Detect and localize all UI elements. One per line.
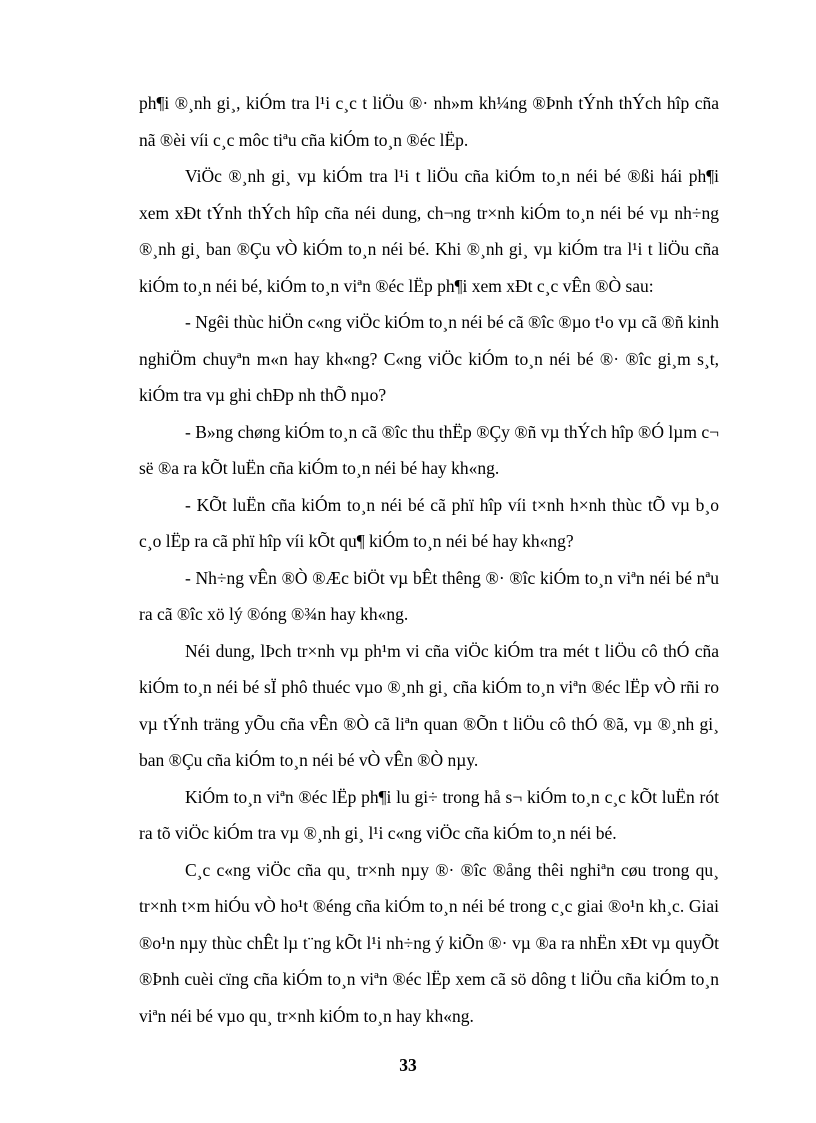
page-number: 33 bbox=[399, 1055, 417, 1075]
paragraph-4: KiÓm to¸n viªn ®éc lËp ph¶i lu gi÷ trong hå s¬ kiÓm to¸n c¸c kÕt luËn rót ra tõ viÖc kiÓm tra vµ ®¸nh gi¸ l¹i c«ng viÖc cña kiÓm to¸n néi bé. bbox=[139, 786, 719, 843]
page-body bbox=[139, 85, 719, 1034]
paragraph-3: Néi dung, lÞch tr×nh vµ ph¹m vi cña viÖc kiÓm tra mét t liÖu cô thÓ cña kiÓm to¸n néi bé sÏ phô thuéc vµo ®¸nh gi¸ cña kiÓm to¸n viªn ®éc lËp vÒ rñi ro vµ tÝnh träng yÕu cña vÊn ®Ò cã liªn quan ®Õn t liÖu cô thÓ ®ã, vµ ®¸nh gi¸ ban ®Çu cña kiÓm to¸n néi bé vÒ vÊn ®Ò nµy. bbox=[139, 640, 719, 770]
bullet-item-4: - Nh÷ng vÊn ®Ò ®Æc biÖt vµ bÊt thêng ®· ®îc kiÓm to¸n viªn néi bé nªu ra cã ®îc xö lý ®óng ®¾n hay kh«ng. bbox=[139, 567, 719, 624]
paragraph-1: ph¶i ®¸nh gi¸, kiÓm tra l¹i c¸c t liÖu ®· nh»m kh¼ng ®Þnh tÝnh thÝch hîp cña nã ®èi víi c¸c môc tiªu cña kiÓm to¸n ®éc lËp. bbox=[139, 93, 719, 150]
bullet-item-3: - KÕt luËn cña kiÓm to¸n néi bé cã phï hîp víi t×nh h×nh thùc tÕ vµ b¸o c¸o lËp ra cã phï hîp víi kÕt qu¶ kiÓm to¸n néi bé hay kh«ng? bbox=[139, 494, 719, 551]
paragraph-5: C¸c c«ng viÖc cña qu¸ tr×nh nµy ®· ®îc ®ång thêi nghiªn cøu trong qu¸ tr×nh t×m hiÓu vÒ ho¹t ®éng cña kiÓm to¸n néi bé trong c¸c giai ®o¹n kh¸c. Giai ®o¹n nµy thùc chÊt lµ t¨ng kÕt l¹i nh÷ng ý kiÕn ®· vµ ®a ra nhËn xÐt vµ quyÕt ®Þnh cuèi cïng cña kiÓm to¸n viªn ®éc lËp xem cã sö dông t liÖu cña kiÓm to¸n viªn néi bé vµo qu¸ tr×nh kiÓm to¸n hay kh«ng. bbox=[139, 859, 719, 1026]
paragraph-2: ViÖc ®¸nh gi¸ vµ kiÓm tra l¹i t liÖu cña kiÓm to¸n néi bé ®ßi hái ph¶i xem xÐt tÝnh thÝch hîp cña néi dung, ch¬ng tr×nh kiÓm to¸n néi bé vµ nh÷ng ®¸nh gi¸ ban ®Çu vÒ kiÓm to¸n néi bé. Khi ®¸nh gi¸ vµ kiÓm tra l¹i t liÖu cña kiÓm to¸n néi bé, kiÓm to¸n viªn ®éc lËp ph¶i xem xÐt c¸c vÊn ®Ò sau: bbox=[139, 166, 719, 296]
bullet-item-1: - Ngêi thùc hiÖn c«ng viÖc kiÓm to¸n néi bé cã ®îc ®µo t¹o vµ cã ®ñ kinh nghiÖm chuyªn m«n hay kh«ng? C«ng viÖc kiÓm to¸n néi bé ®· ®îc gi¸m s¸t, kiÓm tra vµ ghi chÐp nh thÕ nµo? bbox=[139, 312, 719, 405]
bullet-item-2: - B»ng chøng kiÓm to¸n cã ®îc thu thËp ®Çy ®ñ vµ thÝch hîp ®Ó lµm c¬ së ®a ra kÕt luËn cña kiÓm to¸n néi bé hay kh«ng. bbox=[139, 421, 719, 478]
